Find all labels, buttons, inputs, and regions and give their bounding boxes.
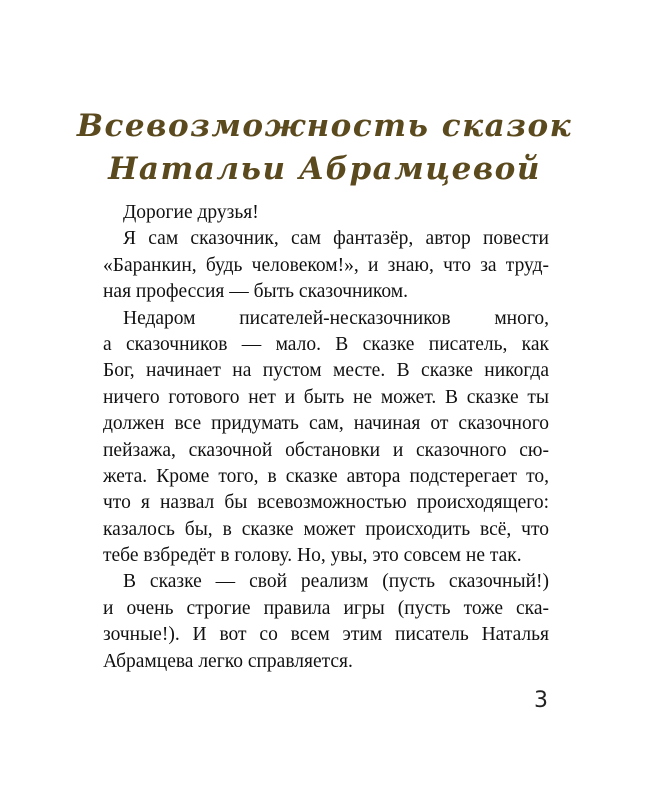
text-line: Недаром писателей-несказочников много,: [123, 307, 549, 329]
text-line: жета. Кроме того, в сказке автора подстерегает то,: [103, 465, 549, 487]
body-text: [103, 200, 549, 675]
text-line: Абрамцева легко справляется.: [103, 650, 353, 672]
text-line: пейзажа, сказочной обстановки и сказочного сю-: [103, 439, 549, 461]
text-line: должен все придумать сам, начиная от сказочного: [103, 413, 549, 435]
text-line: Я сам сказочник, сам фантазёр, автор повести: [123, 228, 549, 250]
chapter-title-line-2: Натальи Абрамцевой: [108, 151, 541, 187]
text-line: и очень строгие правила игры (пусть тоже ска-: [103, 597, 549, 619]
text-line: казалось бы, в сказке может происходить всё, что: [103, 518, 549, 540]
text-line: ничего готового нет и быть не может. В сказке ты: [103, 386, 549, 408]
text-line: В сказке — свой реализм (пусть сказочный!): [123, 571, 549, 593]
page-number: 3: [534, 688, 548, 713]
text-line: что я назвал бы всевозможностью происходящего:: [103, 492, 549, 514]
text-line: Дорогие друзья!: [123, 202, 259, 223]
text-line: Бог, начинает на пустом месте. В сказке никогда: [103, 360, 549, 382]
text-line: ная профессия — быть сказочником.: [103, 281, 409, 303]
text-line: зочные!). И вот со всем этим писатель Наталья: [103, 624, 549, 646]
chapter-title-line-1: Всевозможность сказок: [76, 108, 573, 144]
text-line: тебе взбредёт в голову. Но, увы, это совсем не так.: [103, 545, 522, 567]
text-line: «Баранкин, будь человеком!», и знаю, что за труд-: [103, 254, 549, 276]
text-line: а сказочников — мало. В сказке писатель, как: [103, 333, 549, 355]
